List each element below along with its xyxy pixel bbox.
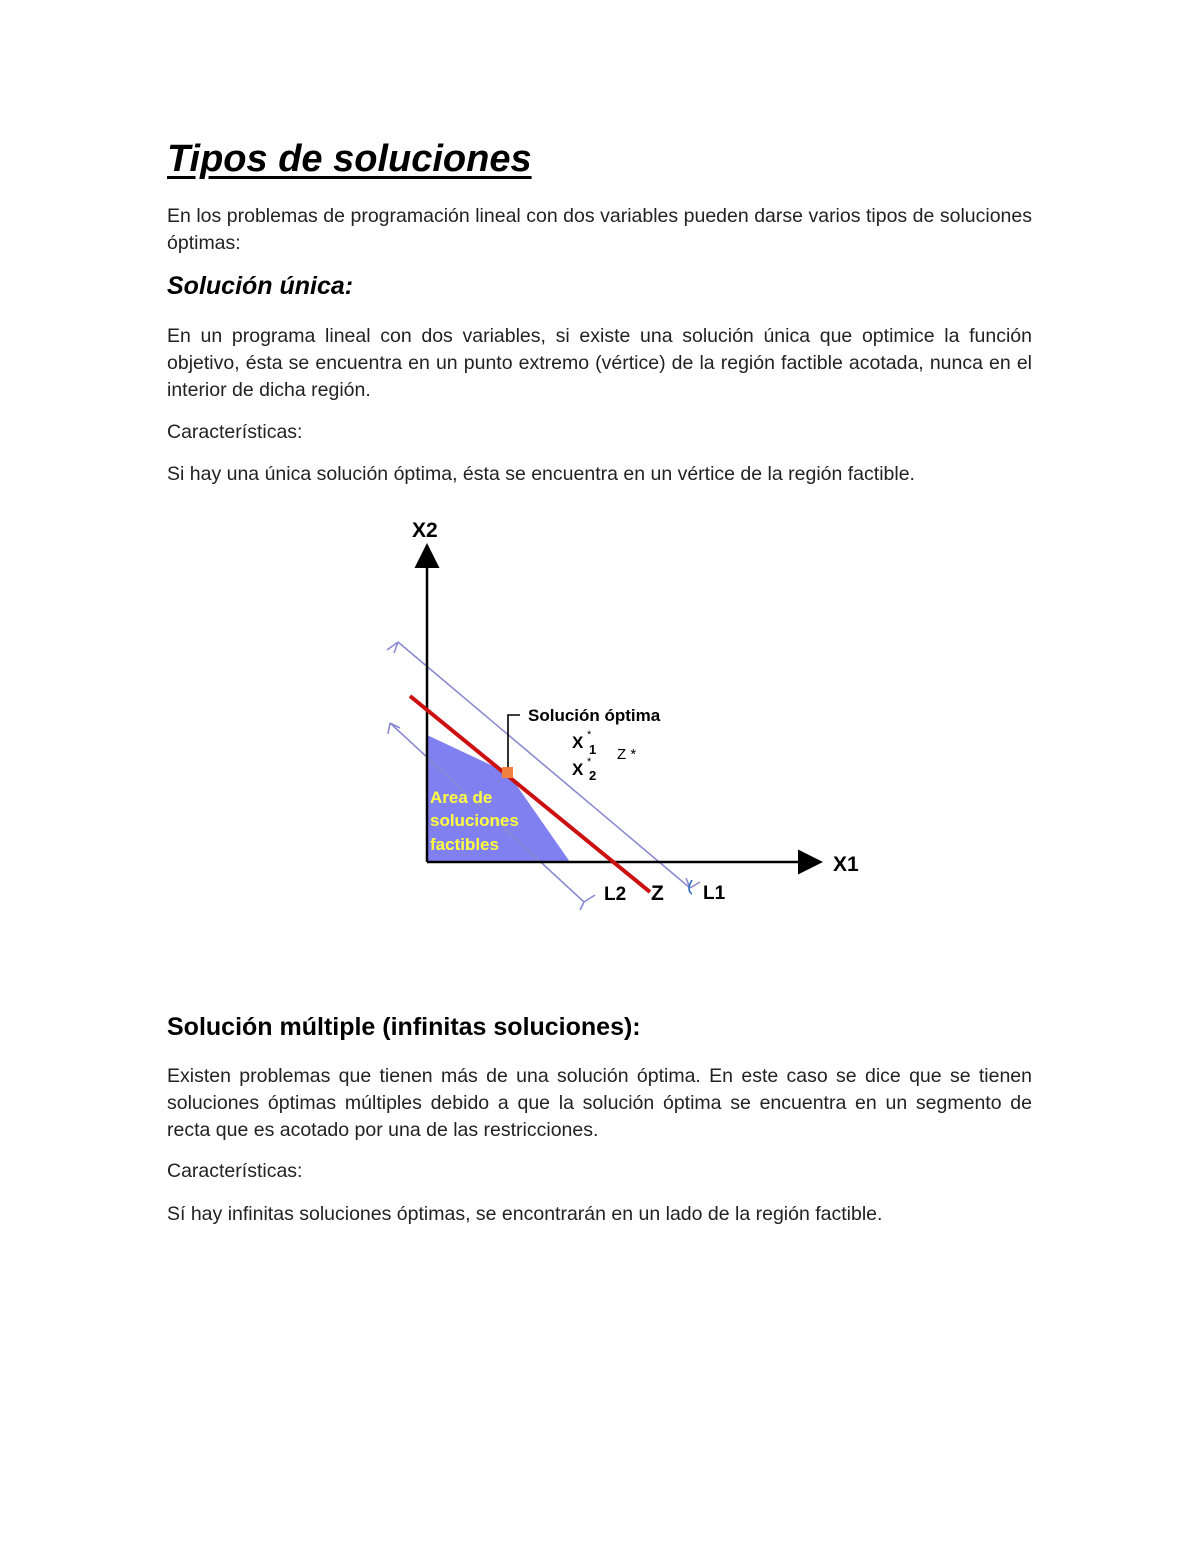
section-unique-characteristics-wrap [167, 461, 1032, 488]
y-axis-label: X2 [412, 519, 438, 542]
section-unique-characteristics-label: Características: [167, 421, 303, 443]
section-unique-characteristics-text: Si hay una única solución óptima, ésta se encuentra en un vértice de la región factible. [167, 463, 915, 485]
section-multiple-characteristics-wrap [167, 1201, 1032, 1228]
z-star-label: Z * [617, 746, 637, 763]
area-label-line2: soluciones [430, 811, 519, 830]
x2-star-mark: * [587, 756, 592, 768]
l2-hook-bottom [580, 895, 595, 910]
section-multiple-characteristics-text: Sí hay infinitas soluciones óptimas, se encontrarán en un lado de la región factible. [167, 1203, 883, 1225]
unique-solution-figure [370, 510, 870, 920]
intro-paragraph: En los problemas de programación lineal con dos variables pueden darse varios tipos de soluciones óptimas: [167, 205, 1032, 254]
section-multiple-heading-wrap [167, 1013, 1032, 1042]
optimal-point [502, 767, 513, 778]
x-axis-label: X1 [833, 853, 859, 876]
intro-block [167, 203, 1032, 257]
x1-star-mark: * [587, 729, 592, 741]
section-multiple-characteristics-label-wrap [167, 1158, 1032, 1185]
section-multiple-paragraph: Existen problemas que tienen más de una solución óptima. En este caso se dice que se tienen soluciones óptimas múltiples debido a que la solución óptima se encuentra en un segmento de recta que es acotado por una de las restricciones. [167, 1065, 1032, 1141]
x1-star-label: X [572, 733, 584, 752]
section-unique-paragraph: En un programa lineal con dos variables, si existe una solución única que optimice la función objetivo, ésta se encuentra en un punto extremo (vértice) de la región factible acotada, nunca en el interior de dicha región. [167, 325, 1032, 401]
area-label-line1: Area de [430, 788, 493, 807]
section-multiple-body [167, 1063, 1032, 1144]
section-unique-heading: Solución única: [167, 272, 354, 300]
section-unique-body [167, 323, 1032, 404]
l2-hook-top [388, 723, 400, 734]
section-multiple-heading: Solución múltiple (infinitas soluciones): [167, 1013, 641, 1041]
l1-label: L1 [703, 883, 726, 904]
section-multiple-characteristics-label: Características: [167, 1160, 303, 1182]
z-label: Z [651, 882, 664, 905]
page-title: Tipos de soluciones [167, 138, 532, 180]
section-unique-heading-wrap [167, 272, 1032, 301]
optimal-solution-label: Solución óptima [528, 706, 661, 725]
section-unique-characteristics-label-wrap [167, 419, 1032, 446]
l1-hook-top [387, 642, 398, 653]
l2-label: L2 [604, 884, 627, 905]
x1-subscript: 1 [589, 742, 597, 757]
x2-star-label: X [572, 760, 584, 779]
x2-subscript: 2 [589, 768, 597, 783]
area-label-line3: factibles [430, 835, 499, 854]
